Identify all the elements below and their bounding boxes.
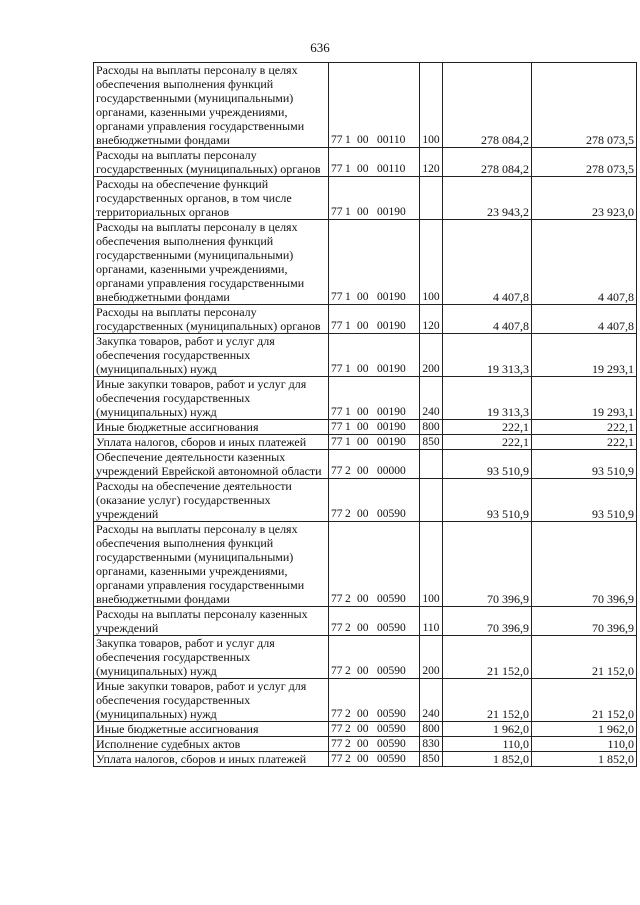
expense-type-code <box>420 450 443 479</box>
amount-year-1: 23 943,2 <box>443 177 532 220</box>
subprogram-code: 1 <box>345 363 351 375</box>
expense-name: Обеспечение деятельности казенных учреждений Еврейской автономной области <box>94 450 329 479</box>
classification-code <box>329 305 420 334</box>
expense-name: Исполнение судебных актов <box>94 737 329 752</box>
group-code: 00 <box>357 206 369 218</box>
amount-year-1: 19 313,3 <box>443 334 532 377</box>
program-code: 77 <box>331 206 343 218</box>
expense-type-code: 200 <box>420 334 443 377</box>
table-row <box>94 148 637 177</box>
amount-year-2: 19 293,1 <box>532 377 637 420</box>
group-code: 00 <box>357 708 369 720</box>
classification-code <box>329 435 420 450</box>
classification-code <box>329 177 420 220</box>
expense-name: Иные бюджетные ассигнования <box>94 722 329 737</box>
subprogram-code: 1 <box>345 320 351 332</box>
program-code: 77 <box>331 465 343 477</box>
direction-code: 00590 <box>377 723 406 735</box>
table-row <box>94 63 637 148</box>
amount-year-2: 23 923,0 <box>532 177 637 220</box>
amount-year-2: 1 852,0 <box>532 752 637 767</box>
amount-year-2: 278 073,5 <box>532 63 637 148</box>
amount-year-1: 278 084,2 <box>443 63 532 148</box>
program-code: 77 <box>331 436 343 448</box>
program-code: 77 <box>331 363 343 375</box>
group-code: 00 <box>357 738 369 750</box>
direction-code: 00590 <box>377 593 406 605</box>
program-code: 77 <box>331 421 343 433</box>
classification-code <box>329 752 420 767</box>
table-row <box>94 636 637 679</box>
expense-name: Расходы на выплаты персоналу в целях обеспечения выполнения функций государственными (муниципальными) органами, казенными учреждениями, органами управления государственными внебюджетными фондами <box>94 220 329 305</box>
expense-type-code: 120 <box>420 305 443 334</box>
expense-type-code: 800 <box>420 722 443 737</box>
amount-year-2: 70 396,9 <box>532 607 637 636</box>
group-code: 00 <box>357 436 369 448</box>
expense-type-code: 830 <box>420 737 443 752</box>
subprogram-code: 1 <box>345 134 351 146</box>
classification-code <box>329 63 420 148</box>
group-code: 00 <box>357 665 369 677</box>
subprogram-code: 1 <box>345 436 351 448</box>
expense-name: Расходы на обеспечение деятельности (оказание услуг) государственных учреждений <box>94 479 329 522</box>
classification-code <box>329 636 420 679</box>
table-row <box>94 177 637 220</box>
classification-code <box>329 450 420 479</box>
direction-code: 00190 <box>377 421 406 433</box>
subprogram-code: 1 <box>345 163 351 175</box>
expense-type-code <box>420 479 443 522</box>
classification-code <box>329 522 420 607</box>
subprogram-code: 2 <box>345 665 351 677</box>
table-row <box>94 522 637 607</box>
program-code: 77 <box>331 622 343 634</box>
table-row <box>94 334 637 377</box>
amount-year-2: 4 407,8 <box>532 220 637 305</box>
table-row <box>94 737 637 752</box>
amount-year-1: 4 407,8 <box>443 220 532 305</box>
group-code: 00 <box>357 622 369 634</box>
program-code: 77 <box>331 508 343 520</box>
program-code: 77 <box>331 291 343 303</box>
subprogram-code: 2 <box>345 723 351 735</box>
group-code: 00 <box>357 134 369 146</box>
amount-year-2: 93 510,9 <box>532 479 637 522</box>
classification-code <box>329 722 420 737</box>
amount-year-2: 110,0 <box>532 737 637 752</box>
group-code: 00 <box>357 406 369 418</box>
direction-code: 00190 <box>377 206 406 218</box>
amount-year-2: 222,1 <box>532 420 637 435</box>
amount-year-1: 222,1 <box>443 420 532 435</box>
table-row <box>94 752 637 767</box>
group-code: 00 <box>357 163 369 175</box>
amount-year-1: 1 852,0 <box>443 752 532 767</box>
amount-year-1: 21 152,0 <box>443 636 532 679</box>
expense-type-code: 850 <box>420 435 443 450</box>
group-code: 00 <box>357 421 369 433</box>
table-body <box>94 63 637 767</box>
group-code: 00 <box>357 723 369 735</box>
subprogram-code: 1 <box>345 291 351 303</box>
table-row <box>94 377 637 420</box>
subprogram-code: 2 <box>345 465 351 477</box>
expense-name: Иные закупки товаров, работ и услуг для обеспечения государственных (муниципальных) нужд <box>94 377 329 420</box>
direction-code: 00590 <box>377 665 406 677</box>
expense-name: Расходы на выплаты персоналу казенных учреждений <box>94 607 329 636</box>
direction-code: 00110 <box>377 163 406 175</box>
program-code: 77 <box>331 593 343 605</box>
group-code: 00 <box>357 320 369 332</box>
classification-code <box>329 334 420 377</box>
direction-code: 00590 <box>377 753 406 765</box>
classification-code <box>329 737 420 752</box>
group-code: 00 <box>357 593 369 605</box>
expense-type-code <box>420 177 443 220</box>
expense-name: Уплата налогов, сборов и иных платежей <box>94 435 329 450</box>
amount-year-2: 278 073,5 <box>532 148 637 177</box>
direction-code: 00590 <box>377 708 406 720</box>
amount-year-1: 222,1 <box>443 435 532 450</box>
subprogram-code: 1 <box>345 206 351 218</box>
group-code: 00 <box>357 508 369 520</box>
expense-name: Закупка товаров, работ и услуг для обеспечения государственных (муниципальных) нужд <box>94 636 329 679</box>
amount-year-1: 110,0 <box>443 737 532 752</box>
page-number: 636 <box>310 40 330 55</box>
table-row <box>94 435 637 450</box>
expense-type-code: 200 <box>420 636 443 679</box>
direction-code: 00190 <box>377 436 406 448</box>
expense-name: Расходы на выплаты персоналу государственных (муниципальных) органов <box>94 305 329 334</box>
expense-type-code: 110 <box>420 607 443 636</box>
amount-year-1: 278 084,2 <box>443 148 532 177</box>
direction-code: 00190 <box>377 291 406 303</box>
amount-year-2: 1 962,0 <box>532 722 637 737</box>
direction-code: 00110 <box>377 134 406 146</box>
direction-code: 00190 <box>377 406 406 418</box>
amount-year-2: 21 152,0 <box>532 636 637 679</box>
expense-name: Иные закупки товаров, работ и услуг для обеспечения государственных (муниципальных) нужд <box>94 679 329 722</box>
amount-year-2: 21 152,0 <box>532 679 637 722</box>
classification-code <box>329 479 420 522</box>
amount-year-2: 70 396,9 <box>532 522 637 607</box>
table-row <box>94 420 637 435</box>
amount-year-2: 222,1 <box>532 435 637 450</box>
amount-year-1: 93 510,9 <box>443 450 532 479</box>
subprogram-code: 2 <box>345 593 351 605</box>
direction-code: 00190 <box>377 320 406 332</box>
table-row <box>94 679 637 722</box>
table-row <box>94 479 637 522</box>
classification-code <box>329 220 420 305</box>
expense-name: Закупка товаров, работ и услуг для обеспечения государственных (муниципальных) нужд <box>94 334 329 377</box>
expense-name: Расходы на выплаты персоналу в целях обеспечения выполнения функций государственными (муниципальными) органами, казенными учреждениями, органами управления государственными внебюджетными фондами <box>94 522 329 607</box>
group-code: 00 <box>357 363 369 375</box>
amount-year-1: 93 510,9 <box>443 479 532 522</box>
expense-type-code: 120 <box>420 148 443 177</box>
table-row <box>94 220 637 305</box>
amount-year-1: 19 313,3 <box>443 377 532 420</box>
amount-year-2: 93 510,9 <box>532 450 637 479</box>
group-code: 00 <box>357 753 369 765</box>
program-code: 77 <box>331 738 343 750</box>
expense-name: Расходы на выплаты персоналу в целях обеспечения выполнения функций государственными (муниципальными) органами, казенными учреждениями, органами управления государственными внебюджетными фондами <box>94 63 329 148</box>
subprogram-code: 1 <box>345 406 351 418</box>
amount-year-1: 70 396,9 <box>443 607 532 636</box>
table-row <box>94 607 637 636</box>
expense-name: Расходы на выплаты персоналу государственных (муниципальных) органов <box>94 148 329 177</box>
amount-year-2: 4 407,8 <box>532 305 637 334</box>
expense-name: Иные бюджетные ассигнования <box>94 420 329 435</box>
subprogram-code: 2 <box>345 738 351 750</box>
program-code: 77 <box>331 320 343 332</box>
budget-table <box>93 62 637 767</box>
direction-code: 00590 <box>377 508 406 520</box>
subprogram-code: 2 <box>345 622 351 634</box>
subprogram-code: 2 <box>345 708 351 720</box>
program-code: 77 <box>331 163 343 175</box>
subprogram-code: 2 <box>345 508 351 520</box>
expense-type-code: 800 <box>420 420 443 435</box>
classification-code <box>329 420 420 435</box>
program-code: 77 <box>331 723 343 735</box>
program-code: 77 <box>331 406 343 418</box>
group-code: 00 <box>357 291 369 303</box>
expense-type-code: 240 <box>420 377 443 420</box>
subprogram-code: 2 <box>345 753 351 765</box>
table-row <box>94 305 637 334</box>
group-code: 00 <box>357 465 369 477</box>
table-row <box>94 722 637 737</box>
subprogram-code: 1 <box>345 421 351 433</box>
classification-code <box>329 607 420 636</box>
direction-code: 00190 <box>377 363 406 375</box>
expense-type-code: 850 <box>420 752 443 767</box>
program-code: 77 <box>331 708 343 720</box>
classification-code <box>329 377 420 420</box>
classification-code <box>329 148 420 177</box>
expense-type-code: 100 <box>420 63 443 148</box>
expense-type-code: 240 <box>420 679 443 722</box>
amount-year-2: 19 293,1 <box>532 334 637 377</box>
program-code: 77 <box>331 753 343 765</box>
classification-code <box>329 679 420 722</box>
direction-code: 00590 <box>377 622 406 634</box>
expense-type-code: 100 <box>420 522 443 607</box>
amount-year-1: 1 962,0 <box>443 722 532 737</box>
direction-code: 00000 <box>377 465 406 477</box>
amount-year-1: 4 407,8 <box>443 305 532 334</box>
expense-name: Расходы на обеспечение функций государственных органов, в том числе территориальных органов <box>94 177 329 220</box>
program-code: 77 <box>331 134 343 146</box>
amount-year-1: 70 396,9 <box>443 522 532 607</box>
amount-year-1: 21 152,0 <box>443 679 532 722</box>
program-code: 77 <box>331 665 343 677</box>
table-row <box>94 450 637 479</box>
direction-code: 00590 <box>377 738 406 750</box>
expense-type-code: 100 <box>420 220 443 305</box>
expense-name: Уплата налогов, сборов и иных платежей <box>94 752 329 767</box>
